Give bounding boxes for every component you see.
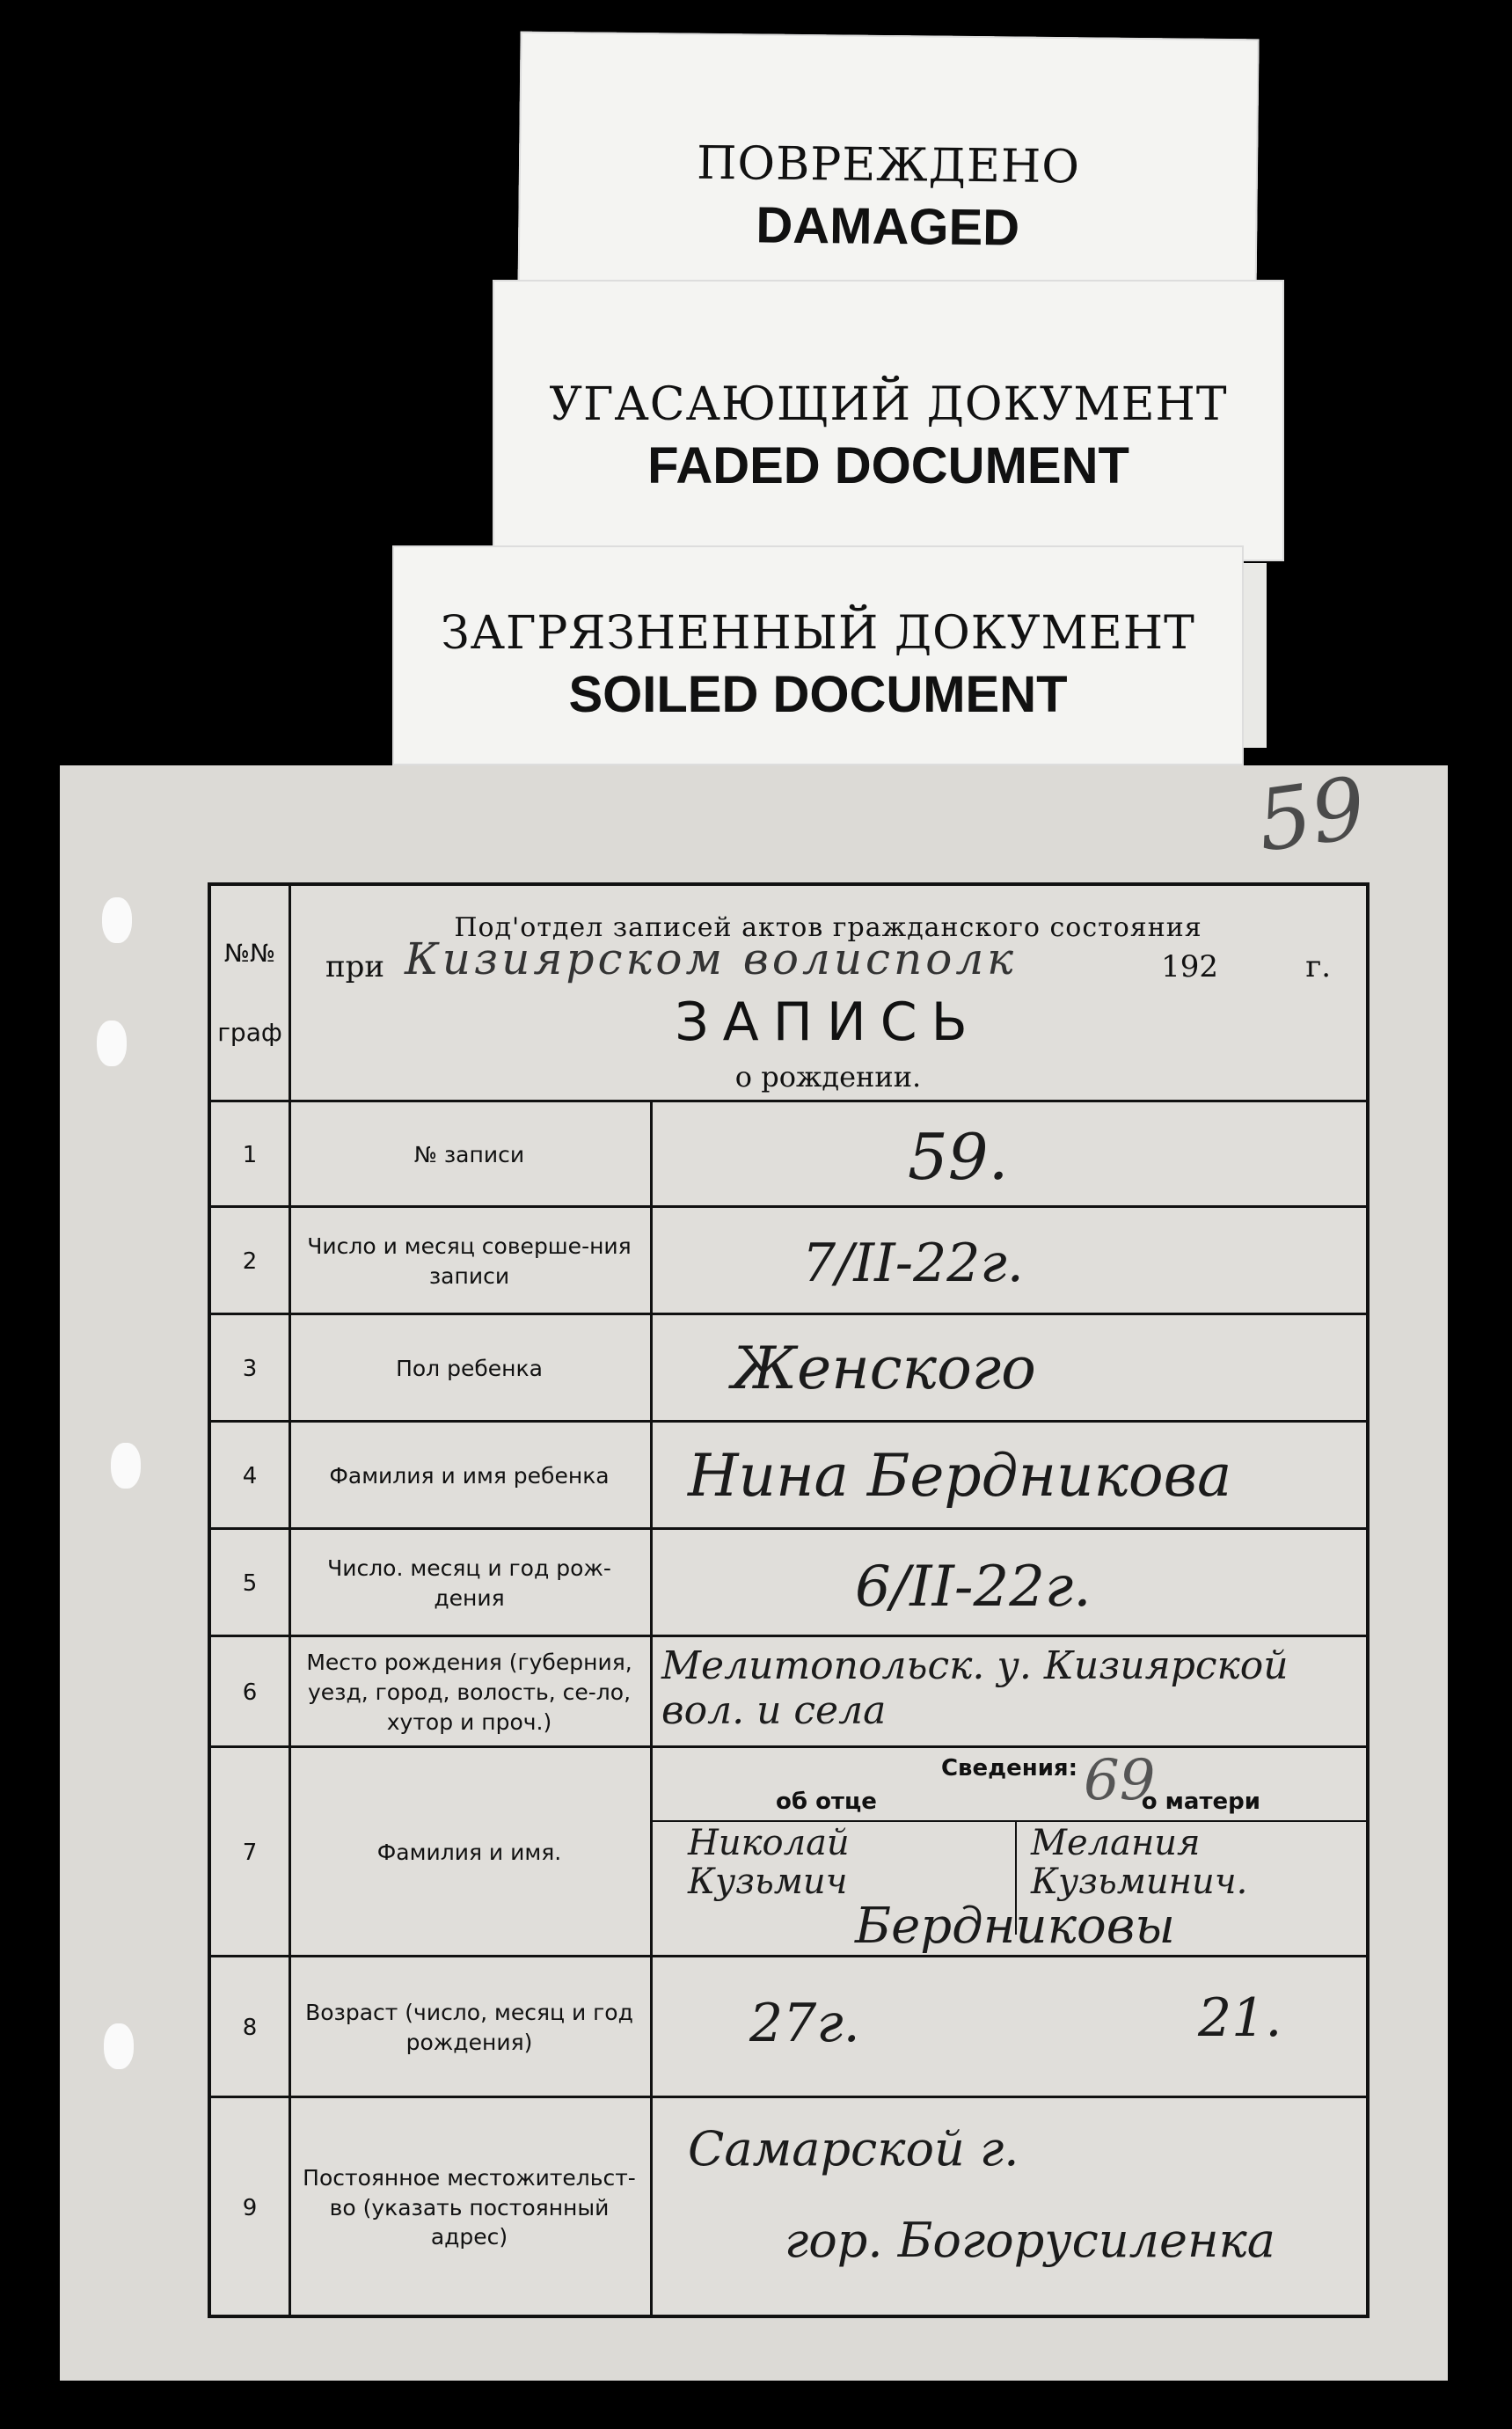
row-number: 2	[211, 1208, 291, 1315]
birth-record-form	[208, 882, 1370, 2318]
form-row	[211, 1313, 1366, 1423]
office-line: Под'отдел записей актов гражданского состояния	[454, 912, 1202, 943]
father-column-label: об отце	[776, 1789, 877, 1815]
form-row	[211, 1635, 1366, 1748]
margin-note: 69	[1084, 1748, 1156, 1813]
row-number: 9	[211, 2098, 291, 2317]
row-label: Место рождения (губерния, уезд, город, волость, се-ло, хутор и проч.)	[289, 1637, 653, 1748]
damaged-label-en: DAMAGED	[756, 196, 1020, 257]
residence-line-1: Самарской г.	[688, 2121, 1019, 2177]
row-number: 6	[211, 1637, 291, 1748]
damaged-label-card	[517, 32, 1259, 304]
punch-hole	[97, 1021, 127, 1066]
year-label: 192	[1161, 949, 1218, 984]
row-value-area	[653, 1102, 1366, 1208]
row-value-area	[653, 1423, 1366, 1530]
header-graf: граф	[217, 1018, 282, 1047]
punch-hole	[102, 897, 132, 943]
row-number: 4	[211, 1423, 291, 1530]
form-row	[211, 1420, 1366, 1530]
row-label: № записи	[289, 1102, 653, 1208]
birth-date-value: 6/II-22г.	[855, 1555, 1092, 1620]
residence-line-2: гор. Богорусиленка	[785, 2213, 1275, 2268]
damaged-label-ru: ПОВРЕЖДЕНО	[696, 136, 1081, 194]
punch-hole	[104, 2023, 134, 2069]
form-row	[211, 1955, 1366, 2098]
svedenia-label: Сведения:	[940, 1755, 1078, 1782]
row-value-area	[653, 2098, 1366, 2317]
soiled-label-card	[392, 545, 1244, 765]
office-at-line	[325, 933, 1331, 984]
form-subtitle: о рождении.	[734, 1060, 922, 1094]
divider	[653, 1820, 1366, 1822]
child-name-value: Нина Бердникова	[688, 1442, 1232, 1510]
row-number: 1	[211, 1102, 291, 1208]
mother-name-value: Мелания Кузьминич.	[1031, 1823, 1248, 1902]
row-label: Фамилия и имя.	[289, 1748, 653, 1957]
father-age-value: 27г.	[749, 1993, 860, 2054]
punch-hole	[111, 1443, 141, 1489]
row-value-area	[653, 1315, 1366, 1423]
row-label: Число и месяц соверше-ния записи	[289, 1208, 653, 1315]
row-number: 5	[211, 1530, 291, 1637]
row-value-area	[653, 1957, 1366, 2098]
faded-label-en: FADED DOCUMENT	[647, 437, 1129, 494]
handwritten-page-number: 59	[1251, 758, 1372, 871]
row-number: 8	[211, 1957, 291, 2098]
faded-label-ru: УГАСАЮЩИЙ ДОКУМЕНТ	[549, 378, 1228, 431]
row-label: Пол ребенка	[289, 1315, 653, 1423]
form-row	[211, 1745, 1366, 1957]
pri-label: при	[325, 949, 385, 984]
mother-column-label: о матери	[1141, 1789, 1260, 1815]
row-number: 7	[211, 1748, 291, 1957]
row-value-area	[653, 1530, 1366, 1637]
office-handwritten: Кизиярском волисполк	[405, 933, 1018, 984]
form-header	[290, 886, 1366, 1100]
soiled-label-en: SOILED DOCUMENT	[568, 666, 1068, 723]
year-suffix: г.	[1305, 949, 1331, 984]
record-number-value: 59.	[908, 1120, 1009, 1194]
row-value-area	[653, 1748, 1366, 1957]
row-value-area	[653, 1208, 1366, 1315]
header-nn: №№	[223, 939, 276, 968]
record-date-value: 7/II-22г.	[802, 1233, 1024, 1294]
father-name-value: Николай Кузьмич	[688, 1823, 850, 1902]
form-title: ЗАПИСЬ	[675, 991, 982, 1053]
form-row	[211, 1100, 1366, 1208]
faded-label-card	[493, 280, 1284, 561]
soiled-label-ru: ЗАГРЯЗНЕННЫЙ ДОКУМЕНТ	[441, 607, 1195, 660]
form-row	[211, 2096, 1366, 2317]
parents-surname-value: Бердниковы	[855, 1898, 1175, 1955]
child-sex-value: Женского	[732, 1335, 1036, 1402]
row-label: Фамилия и имя ребенка	[289, 1423, 653, 1530]
row-label: Постоянное местожительст-во (указать постоянный адрес)	[289, 2098, 653, 2317]
row-number: 3	[211, 1315, 291, 1423]
form-row	[211, 1205, 1366, 1315]
form-row	[211, 1527, 1366, 1637]
birth-place-value: Мелитопольск. у. Кизиярской вол. и села	[661, 1643, 1289, 1733]
row-label: Число. месяц и год рож-дения	[289, 1530, 653, 1637]
mother-age-value: 21.	[1198, 1987, 1282, 2049]
row-value-area	[653, 1637, 1366, 1748]
header-column-number	[211, 886, 291, 1100]
row-label: Возраст (число, месяц и год рождения)	[289, 1957, 653, 2098]
